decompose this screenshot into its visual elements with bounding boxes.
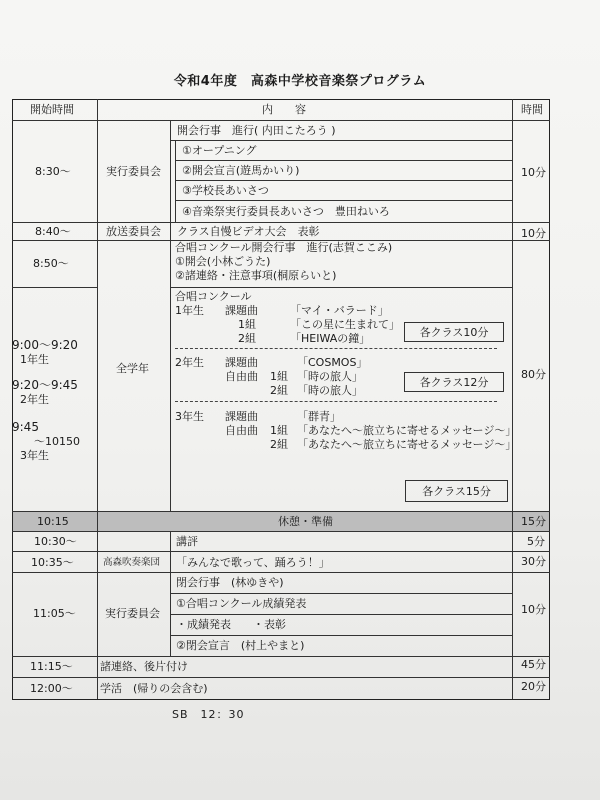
chorus-time-2: 9:20〜9:45: [12, 378, 78, 392]
rule-1200: [12, 677, 550, 678]
duration-1115: 45分: [521, 658, 546, 671]
g3-c2: 2組: [270, 438, 288, 451]
rule-900: [12, 287, 97, 288]
g1-grade: 1年生: [175, 304, 204, 317]
item-1105-3: ②閉会宣言 (村上やまと): [176, 639, 305, 652]
header-content: 内 容: [262, 103, 306, 116]
g3-c1song: 「あなたへ〜旅立ちに寄せるメッセージ〜」: [297, 424, 517, 437]
header-duration: 時間: [521, 103, 543, 116]
footer-note: SB 12：30: [172, 708, 245, 721]
item-850-1: ①開会(小林ごうた): [175, 255, 271, 268]
g1-c1: 1組: [238, 318, 256, 331]
g2-grade: 2年生: [175, 356, 204, 369]
page-title: 令和4年度 高森中学校音楽祭プログラム: [173, 74, 427, 89]
time-840: 8:40〜: [35, 225, 71, 238]
duration-830: 10分: [521, 166, 546, 179]
g1-song: 「マイ・バラード」: [290, 304, 389, 317]
rule-1105-b: [170, 614, 512, 615]
duration-1035: 30分: [521, 555, 546, 568]
chorus-time-5: 〜10150: [34, 435, 80, 448]
time-850: 8:50〜: [33, 257, 69, 270]
time-1030: 10:30〜: [34, 535, 77, 548]
group-1105: 実行委員会: [105, 607, 160, 620]
time-1015: 10:15: [37, 515, 69, 528]
chorus-dash-2: [175, 401, 497, 402]
chorus-heading: 合唱コンクール: [175, 290, 252, 303]
time-1200: 12:00〜: [30, 682, 73, 695]
duration-1030: 5分: [527, 535, 545, 548]
item-830-3: ③学校長あいさつ: [182, 184, 269, 197]
content-840: クラス自慢ビデオ大会 表彰: [177, 225, 320, 238]
item-830-4: ④音楽祭実行委員長あいさつ 豊田ねいろ: [182, 205, 390, 218]
g2-each-box: 各クラス12分: [404, 372, 504, 392]
rule-830-a: [170, 140, 512, 141]
chorus-time-1: 1年生: [20, 353, 49, 366]
item-830-0: 開会行事 進行( 内田こたろう ): [177, 124, 336, 137]
g1-c2song: 「HEIWAの鐘」: [290, 332, 371, 345]
rule-1115: [12, 656, 550, 657]
g2-free: 自由曲: [225, 370, 258, 383]
rule-840: [12, 222, 550, 223]
g3-c2song: 「あなたへ〜旅立ちに寄せるメッセージ〜」: [297, 438, 517, 451]
item-850-2: ②諸連絡・注意事項(桐原らいと): [175, 269, 337, 282]
rule-chorus-top: [170, 287, 512, 288]
rule-break-top: [12, 511, 550, 512]
group-840: 放送委員会: [106, 225, 161, 238]
g2-label: 課題曲: [225, 356, 258, 369]
rule-830-c: [175, 180, 512, 181]
group-1035: 高森吹奏楽団: [103, 557, 161, 568]
chorus-time-3: 2年生: [20, 393, 49, 406]
g2-c1: 1組: [270, 370, 288, 383]
rule-1030-col: [170, 531, 171, 551]
chorus-time-0: 9:00〜9:20: [12, 338, 78, 352]
duration-1105: 10分: [521, 603, 546, 616]
rule-break-bottom: [12, 531, 550, 532]
col-divider-time: [97, 99, 98, 699]
g3-song: 「群青」: [297, 410, 341, 423]
item-1105-1: ①合唱コンクール成績発表: [176, 597, 307, 610]
content-1200: 学活 (帰りの会含む): [100, 682, 208, 695]
rule-1105: [12, 572, 550, 573]
content-1035: 「みんなで歌って、踊ろう！」: [176, 556, 330, 569]
col-divider-duration: [512, 99, 513, 699]
rule-830-inner: [175, 140, 176, 222]
item-1105-0: 閉会行事 (林ゆきや): [176, 576, 284, 589]
rule-1035: [12, 551, 550, 552]
duration-840: 10分: [521, 227, 546, 240]
time-1105: 11:05〜: [33, 607, 76, 620]
col-divider-group-b: [170, 240, 171, 511]
chorus-duration: 80分: [521, 368, 546, 381]
time-830: 8:30〜: [35, 165, 71, 178]
g2-song: 「COSMOS」: [297, 356, 368, 369]
rule-830-d: [175, 200, 512, 201]
g3-grade: 3年生: [175, 410, 204, 423]
chorus-time-4: 9:45: [12, 420, 39, 434]
header-start-time: 開始時間: [30, 103, 74, 116]
header-rule: [12, 120, 550, 121]
chorus-dash-1: [175, 348, 497, 349]
rule-1105-a: [170, 593, 512, 594]
g3-c1: 1組: [270, 424, 288, 437]
duration-1015: 15分: [521, 515, 546, 528]
content-1115: 諸連絡、後片付け: [100, 660, 188, 673]
g1-c2: 2組: [238, 332, 256, 345]
g1-label: 課題曲: [225, 304, 258, 317]
duration-1200: 20分: [521, 680, 546, 693]
g3-each-box: 各クラス15分: [405, 480, 508, 502]
g1-c1song: 「この星に生まれて」: [290, 318, 400, 331]
chorus-group: 全学年: [116, 362, 149, 375]
chorus-time-6: 3年生: [20, 449, 49, 462]
content-1030: 講評: [176, 535, 198, 548]
g2-c1song: 「時の旅人」: [297, 370, 363, 383]
g3-label: 課題曲: [225, 410, 258, 423]
item-830-2: ②開会宣言(遊馬かいり): [182, 164, 300, 177]
item-850-0: 合唱コンクール開会行事 進行(志賀ここみ): [175, 241, 393, 254]
g2-c2: 2組: [270, 384, 288, 397]
rule-830-b: [175, 160, 512, 161]
group-830: 実行委員会: [106, 165, 161, 178]
time-1115: 11:15〜: [30, 660, 73, 673]
time-1035: 10:35〜: [31, 556, 74, 569]
item-1105-2: ・成績発表 ・表彰: [176, 618, 286, 631]
col-divider-group-c: [170, 552, 171, 656]
rule-1105-c: [170, 635, 512, 636]
item-830-1: ①オープニング: [182, 144, 257, 157]
g2-c2song: 「時の旅人」: [297, 384, 363, 397]
g1-each-box: 各クラス10分: [404, 322, 504, 342]
content-1015: 休憩・準備: [278, 515, 333, 528]
g3-free: 自由曲: [225, 424, 258, 437]
